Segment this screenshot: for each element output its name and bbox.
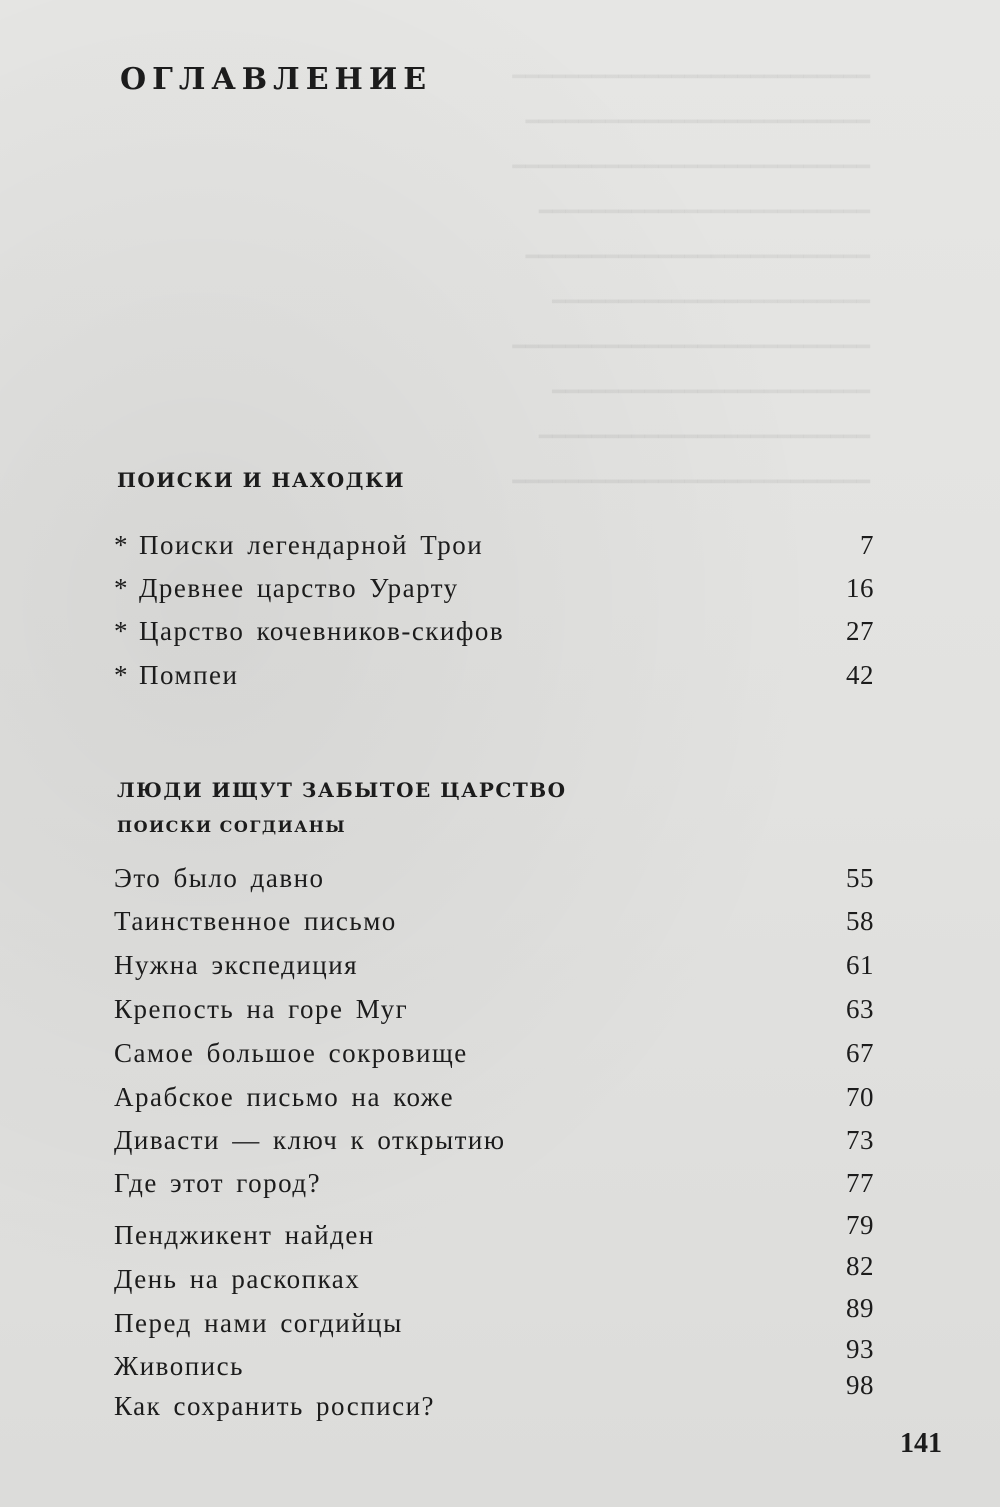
- toc-page-number: 77: [846, 1168, 874, 1198]
- toc-page-number: 7: [860, 530, 874, 560]
- section-subheading: ПОИСКИ СОГДИАНЫ: [117, 817, 347, 836]
- toc-entry[interactable]: [114, 950, 874, 990]
- toc-page-number: 89: [846, 1293, 874, 1323]
- show-through-texture: ━━━━━━━━━━━━━━━━━━━━━━━━━━━ ━━━━━━━━━━━━━━━━━━━━━━━━━━ ━━━━━━━━━━━━━━━━━━━━━━━━━━━ ━━━━━━━━━━━━━━━━━━━━━━━━━ ━━━━━━━━━━━━━━━━━━━━━━━━━━ ━━━━━━━━━━━━━━━━━━━━━━━━ ━━━━━━━━━━━━━━━━━━━━━━━━━━━ ━━━━━━━━━━━━━━━━━━━━━━━━ ━━━━━━━━━━━━━━━━━━━━━━━━━ ━━━━━━━━━━━━━━━━━━━━━━━━━━━: [512, 65, 870, 495]
- toc-entry-title: Царство кочевников-скифов: [139, 616, 505, 646]
- toc-entry[interactable]: [114, 660, 874, 700]
- toc-entry-label: [114, 573, 459, 604]
- asterisk-marker: *: [114, 573, 129, 603]
- toc-entry-title: Где этот город?: [114, 1168, 322, 1198]
- toc-entry-title: Древнее царство Урарту: [139, 573, 459, 603]
- toc-page-number: 16: [846, 573, 874, 603]
- toc-page-number: 98: [846, 1370, 874, 1400]
- toc-entry-title: Нужна экспедиция: [114, 950, 359, 980]
- toc-entry[interactable]: [114, 994, 874, 1034]
- toc-entry-label: [114, 616, 504, 647]
- toc-entry[interactable]: [114, 573, 874, 613]
- page-title: ОГЛАВЛЕНИЕ: [120, 62, 433, 97]
- toc-page-number: 58: [846, 906, 874, 936]
- toc-entry-title: Помпеи: [139, 660, 239, 690]
- toc-page-number: 79: [846, 1210, 874, 1240]
- asterisk-marker: *: [114, 530, 129, 560]
- toc-page-number: 73: [846, 1125, 874, 1155]
- toc-entry[interactable]: [114, 863, 874, 903]
- toc-entry[interactable]: [114, 1293, 874, 1338]
- toc-entry-title: Живопись: [114, 1351, 244, 1381]
- toc-page-number: 93: [846, 1334, 874, 1364]
- toc-entry-label: [114, 660, 238, 691]
- toc-entry-title: Перед нами согдийцы: [114, 1308, 403, 1338]
- page-number: 141: [900, 1428, 942, 1459]
- toc-entry[interactable]: [114, 1334, 874, 1381]
- toc-entry[interactable]: [114, 1168, 874, 1208]
- toc-page-number: 70: [846, 1082, 874, 1112]
- toc-entry-title: Поиски легендарной Трои: [139, 530, 484, 560]
- toc-page-number: 63: [846, 994, 874, 1024]
- toc-entry-title: Дивасти — ключ к открытию: [114, 1125, 506, 1155]
- toc-entry-title: День на раскопках: [114, 1264, 361, 1294]
- toc-entry[interactable]: [114, 1038, 874, 1078]
- asterisk-marker: *: [114, 616, 129, 646]
- toc-entry-title: Пенджикент найден: [114, 1220, 375, 1250]
- asterisk-marker: *: [114, 660, 129, 690]
- toc-entry[interactable]: [114, 1082, 874, 1122]
- section-heading: ЛЮДИ ИЩУТ ЗАБЫТОЕ ЦАРСТВО: [117, 778, 567, 802]
- toc-entry-title: Крепость на горе Муг: [114, 994, 409, 1024]
- toc-entry[interactable]: [114, 1125, 874, 1165]
- toc-entry-label: [114, 530, 483, 561]
- toc-entry-title: Это было давно: [114, 863, 325, 893]
- toc-entry[interactable]: [114, 616, 874, 656]
- toc-entry-title: Самое большое сокровище: [114, 1038, 468, 1068]
- toc-page-number: 82: [846, 1251, 874, 1281]
- section-heading: ПОИСКИ И НАХОДКИ: [117, 468, 406, 492]
- toc-entry-title: Арабское письмо на коже: [114, 1082, 455, 1112]
- toc-page-number: 27: [846, 616, 874, 646]
- toc-entry[interactable]: [114, 1370, 874, 1421]
- toc-entry[interactable]: [114, 530, 874, 570]
- toc-entry[interactable]: [114, 1210, 874, 1250]
- toc-entry[interactable]: [114, 1251, 874, 1294]
- toc-page-number: 61: [846, 950, 874, 980]
- toc-entry[interactable]: [114, 906, 874, 946]
- toc-entry-title: Таинственное письмо: [114, 906, 397, 936]
- toc-page-number: 42: [846, 660, 874, 690]
- toc-entry-title: Как сохранить росписи?: [114, 1391, 436, 1421]
- toc-page-number: 67: [846, 1038, 874, 1068]
- toc-page-number: 55: [846, 863, 874, 893]
